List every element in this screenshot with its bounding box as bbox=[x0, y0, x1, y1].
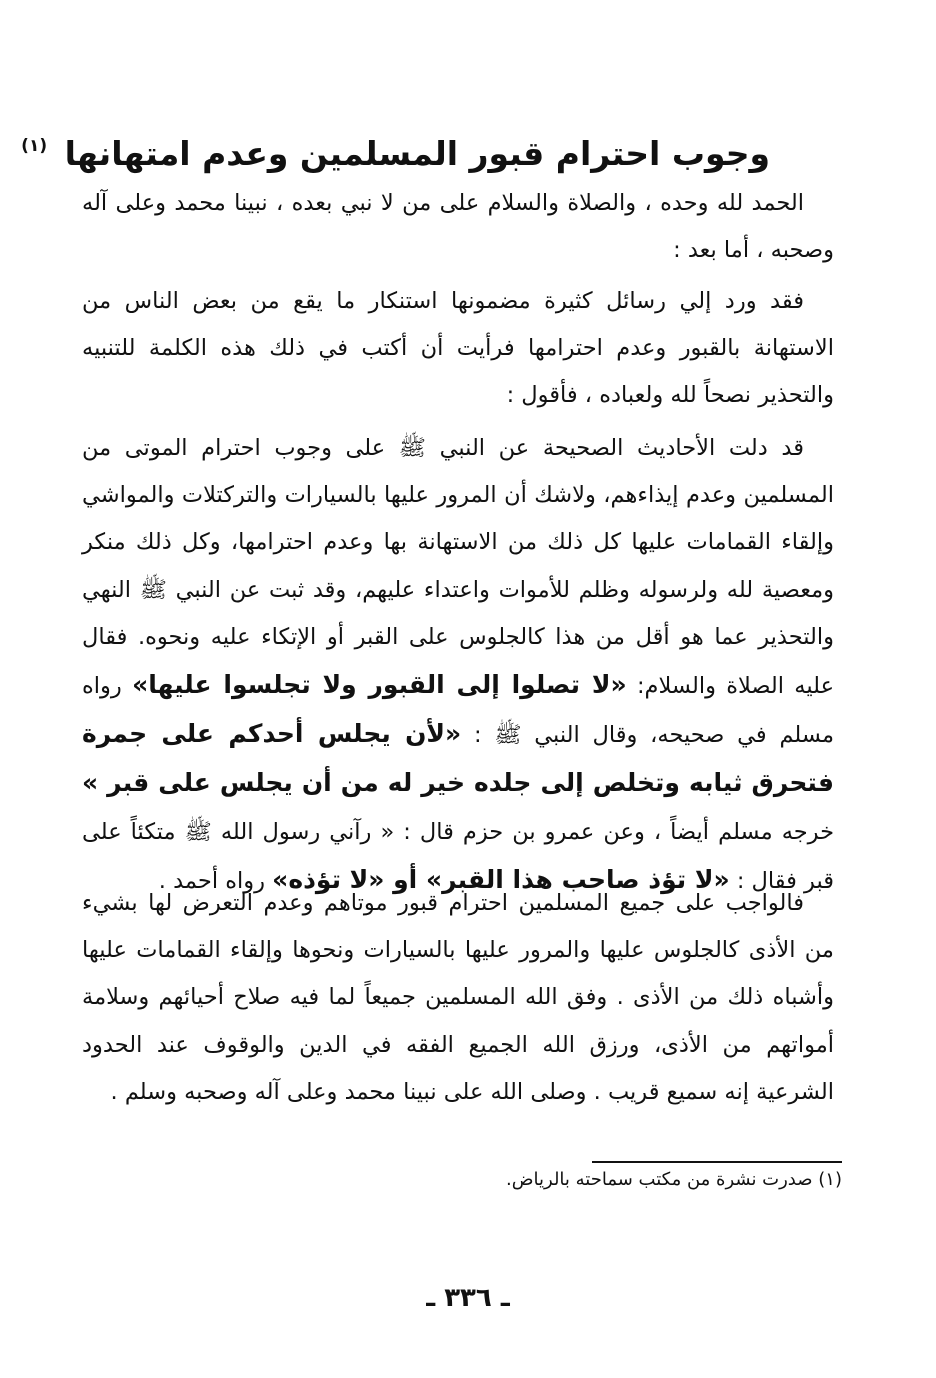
title-text: وجوب احترام قبور المسلمين وعدم امتهانها bbox=[64, 134, 770, 173]
hadith-text-segment-4: رواه أحمد . bbox=[158, 867, 266, 894]
paragraph-opening bbox=[82, 180, 834, 275]
hadith-quote-3: «لا تؤذ صاحب هذا القبر» أو «لا تؤذه» bbox=[272, 864, 730, 894]
hadith-quote-1: «لا تصلوا إلى القبور ولا تجلسوا عليها» bbox=[132, 670, 627, 700]
hadith-text-segment-3: خرجه مسلم أيضاً ، وعن عمرو بن حزم قال : « رآني رسول الله ﷺ متكئاً على قبر فقال : bbox=[82, 818, 834, 894]
paragraph-introduction bbox=[82, 278, 834, 421]
paragraph-conclusion bbox=[82, 880, 834, 1165]
hadith-text-segment-1: قد دلت الأحاديث الصحيحة عن النبي ﷺ على وجوب احترام الموتى من المسلمين وعدم إيذاءهم، ولاشك أن المرور عليها بالسيارات والتركتلات والمواشي وإلقاء القمامات عليها كل ذلك من الاستهانة بها وعدم احترامها، وكل ذلك منكر ومعصية لله ولرسوله وظلم للأموات واعتداء عليهم، وقد ثبت عن النبي ﷺ النهي والتحذير عما هو أقل من هذا كالجلوس على القبر أو الإتكاء عليه ونحوه. فقال عليه الصلاة والسلام: bbox=[82, 435, 835, 700]
paragraph-hadith-evidence bbox=[82, 425, 835, 894]
page-number: ـ ٣٣٦ ـ bbox=[426, 1283, 510, 1313]
footnote: (١) صدرت نشرة من مكتب سماحته بالرياض. bbox=[506, 1169, 842, 1190]
hadith-text-segment-2: رواه مسلم في صحيحه، وقال النبي ﷺ : bbox=[82, 673, 834, 749]
title-footnote-marker: (١) bbox=[21, 136, 48, 156]
page-title bbox=[21, 116, 770, 176]
paragraph-introduction-text: فقد ورد إلي رسائل كثيرة مضمونها استنكار ما يقع من بعض الناس من الاستهانة بالقبور وعدم احترامها فرأيت أن أكتب في ذلك هذه الكلمة للتنبيه والتحذير نصحاً لله ولعباده ، فأقول : bbox=[82, 288, 834, 409]
paragraph-opening-text: الحمد لله وحده ، والصلاة والسلام على من لا نبي بعده ، نبينا محمد وعلى آله وصحبه ، أما بعد : bbox=[82, 190, 834, 264]
paragraph-conclusion-text: فالواجب على جميع المسلمين احترام قبور موتاهم وعدم التعرض لها بشيء من الأذى كالجلوس عليها والمرور عليها بالسيارات ونحوها وإلقاء القمامات عليها وأشباه ذلك من الأذى . وفق الله المسلمين جميعاً لما فيه صلاح أحيائهم وسلامة أمواتهم من الأذى، ورزق الله الجميع الفقه في الدين والوقوف عند الحدود الشرعية إنه سميع قريب . وصلى الله على نبينا محمد وعلى آله وصحبه وسلم . bbox=[82, 890, 834, 1105]
footnote-divider bbox=[592, 1161, 842, 1163]
hadith-quote-2: «لأن يجلس أحدكم على جمرة فتحرق ثيابه وتخلص إلى جلده خير له من أن يجلس على قبر » bbox=[82, 719, 834, 798]
